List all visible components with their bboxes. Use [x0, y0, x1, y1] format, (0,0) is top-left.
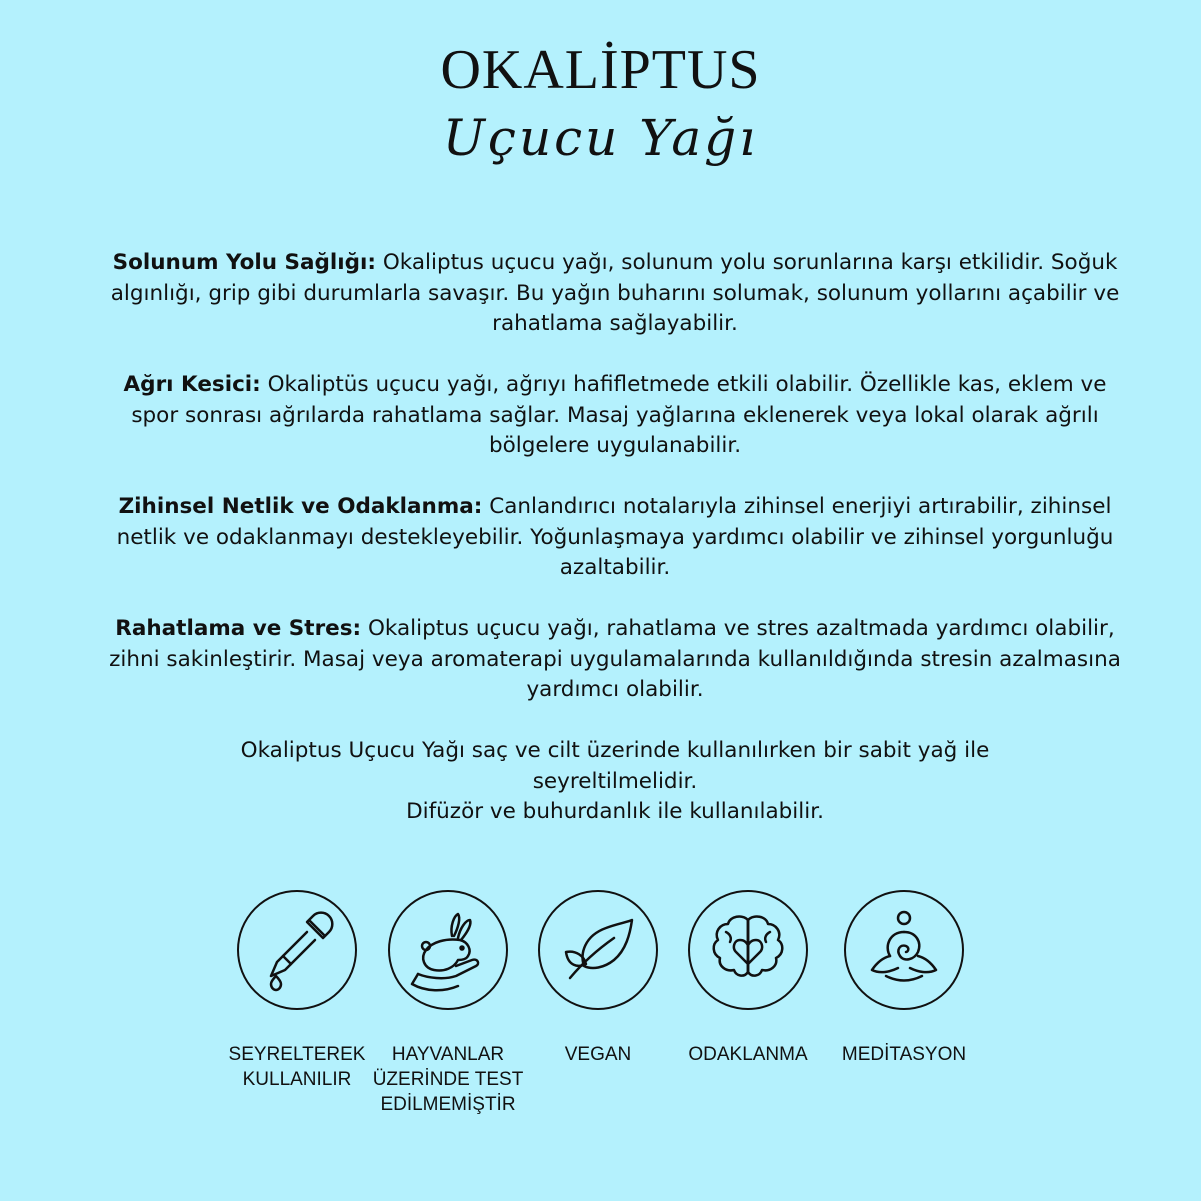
page-subtitle: Uçucu Yağı: [442, 109, 759, 167]
feature-meditation: [824, 890, 984, 1067]
section-respiratory: [100, 248, 1130, 340]
benefits-text: [100, 248, 1130, 828]
section-heading: Solunum Yolu Sağlığı:: [112, 250, 377, 275]
feature-label: SEYRELTEREK KULLANILIR: [228, 1044, 366, 1090]
section-heading: Ağrı Kesici:: [123, 372, 261, 397]
feature-icons: [0, 890, 1201, 1130]
section-relaxation: [100, 614, 1130, 706]
dropper-icon: [237, 890, 357, 1010]
leaf-icon: [538, 890, 658, 1010]
section-text: Okaliptus uçucu yağı, solunum yolu sorunlarına karşı etkilidir. Soğuk algınlığı, grip gibi durumlarla savaşır. Bu yağın buharını solumak, solunum yollarını açabilir ve rahatlama sağlayabilir.: [110, 250, 1120, 336]
feature-label: HAYVANLAR ÜZERİNDE TEST EDİLMEMİŞTİR: [372, 1044, 524, 1115]
feature-cruelty-free: [368, 890, 528, 1117]
section-heading: Rahatlama ve Stres:: [115, 616, 362, 641]
page-title: OKALİPTUS: [440, 39, 761, 101]
section-focus: [100, 492, 1130, 584]
feature-label: MEDİTASYON: [841, 1044, 967, 1065]
feature-label: VEGAN: [564, 1044, 632, 1065]
feature-dilute: [217, 890, 377, 1092]
feature-vegan: [518, 890, 678, 1067]
section-heading: Zihinsel Netlik ve Odaklanma:: [118, 494, 483, 519]
rabbit-hand-icon: [388, 890, 508, 1010]
section-text: Canlandırıcı notalarıyla zihinsel enerjiyi artırabilir, zihinsel netlik ve odaklanmayı destekleyebilir. Yoğunlaşmaya yardımcı olabilir ve zihinsel yorgunluğu azaltabilir.: [116, 494, 1114, 580]
section-text: Okaliptus uçucu yağı, rahatlama ve stres azaltmada yardımcı olabilir, zihni sakinleştirir. Masaj veya aromaterapi uygulamalarında kullanıldığında stresin azalmasına yardımcı olabilir.: [109, 616, 1121, 702]
usage-note-diffuser: Difüzör ve buhurdanlık ile kullanılabilir.: [406, 799, 824, 824]
section-text: Okaliptüs uçucu yağı, ağrıyı hafifletmede etkili olabilir. Özellikle kas, eklem ve spor sonrası ağrılarda rahatlama sağlar. Masaj yağlarına eklenerek veya lokal olarak ağrılı bölgelere uygulanabilir.: [131, 372, 1107, 458]
feature-label: ODAKLANMA: [688, 1044, 808, 1065]
meditation-icon: [844, 890, 964, 1010]
section-pain-relief: [100, 370, 1130, 462]
usage-note: Okaliptus Uçucu Yağı saç ve cilt üzerinde kullanılırken bir sabit yağ ile seyreltilmelidir.: [240, 738, 990, 794]
feature-focus: [668, 890, 828, 1067]
brain-heart-icon: [688, 890, 808, 1010]
